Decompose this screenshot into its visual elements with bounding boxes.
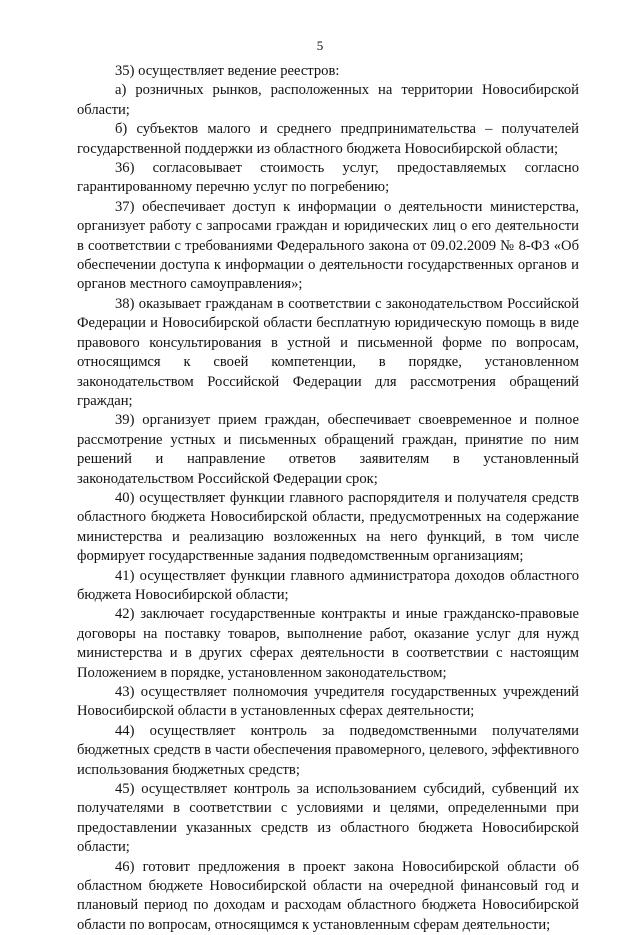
paragraph-item-40: 40) осуществляет функции главного распорядителя и получателя средств областного бюджета Новосибирской области, предусмотренных на содержание министерства и реализацию возложенных на него функций, в том числе формирует государственные задания подведомственным организациям; <box>77 489 579 565</box>
paragraph-item-45: 45) осуществляет контроль за использованием субсидий, субвенций их получателями в соответствии с условиями и целями, определенными при предоставлении указанных средств из областного бюджета Новосибирской области; <box>77 781 579 856</box>
paragraph-item-35a: а) розничных рынков, расположенных на территории Новосибирской области; <box>77 82 579 118</box>
paragraph-item-35b: б) субъектов малого и среднего предпринимательства – получателей государственной поддержки из областного бюджета Новосибирской области; <box>77 121 579 157</box>
paragraph-item-35: 35) осуществляет ведение реестров: <box>115 63 340 79</box>
paragraph-item-36: 36) согласовывает стоимость услуг, предоставляемых согласно гарантированному перечню услуг по погребению; <box>77 160 579 196</box>
document-body <box>77 62 579 935</box>
paragraph-item-44: 44) осуществляет контроль за подведомственными получателями бюджетных средств в части обеспечения правомерного, целевого, эффективного использования бюджетных средств; <box>77 722 579 778</box>
page-number: 5 <box>316 38 324 53</box>
paragraph-item-41: 41) осуществляет функции главного администратора доходов областного бюджета Новосибирской области; <box>77 567 579 603</box>
paragraph-item-38: 38) оказывает гражданам в соответствии с законодательством Российской Федерации и Новосибирской области бесплатную юридическую помощь в виде правового консультирования в устной и письменной форме по вопросам, относящимся к своей компетенции, в порядке, установленном законодательством Российской Федерации для рассмотрения обращений граждан; <box>77 295 579 409</box>
paragraph-item-37: 37) обеспечивает доступ к информации о деятельности министерства, организует работу с запросами граждан и юридических лиц о его деятельности в соответствии с требованиями Федерального закона от 09.02.2009 № 8-ФЗ «Об обеспечении доступа к информации о деятельности государственных органов и органов местного самоуправления»; <box>77 198 579 293</box>
paragraph-item-46: 46) готовит предложения в проект закона Новосибирской области об областном бюджете Новосибирской области на очередной финансовый год и плановый период по доходам и расходам областного бюджета Новосибирской области по вопросам, относящимся к установленным сферам деятельности; <box>77 858 579 933</box>
paragraph-item-39: 39) организует прием граждан, обеспечивает своевременное и полное рассмотрение устных и письменных обращений граждан, принятие по ним решений и направление ответов заявителям в установленный законодательством Российской Федерации срок; <box>77 412 579 487</box>
paragraph-item-43: 43) осуществляет полномочия учредителя государственных учреждений Новосибирской области в установленных сферах деятельности; <box>77 684 579 720</box>
paragraph-item-42: 42) заключает государственные контракты и иные гражданско-правовые договоры на поставку товаров, выполнение работ, оказание услуг для нужд министерства и в других сферах деятельности в соответствии с настоящим Положением в порядке, установленном законодательством; <box>77 606 579 681</box>
